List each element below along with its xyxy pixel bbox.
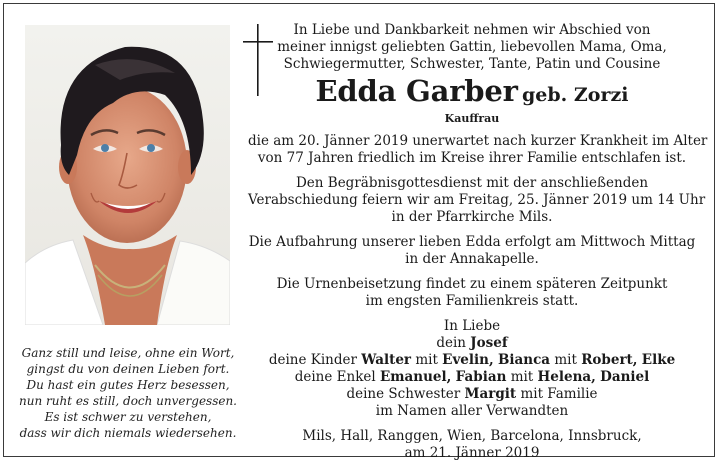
viewing-line: Die Aufbahrung unserer lieben Edda erfolgt am Mittwoch Mittag [248, 234, 696, 250]
poem-line: Ganz still und leise, ohne ein Wort, [21, 346, 235, 360]
death-line: von 77 Jahren friedlich im Kreise ihrer Familie entschlafen ist. [257, 150, 687, 166]
funeral-line: in der Pfarrkirche Mils. [391, 209, 553, 225]
death-notice [248, 133, 708, 167]
intro-line: Schwiegermutter, Schwester, Tante, Patin und Cousine [283, 56, 661, 72]
obituary-text [248, 22, 708, 462]
urn-burial [248, 276, 696, 310]
children-prefix: deine Kinder [268, 352, 357, 368]
funeral-service [248, 175, 706, 226]
grandchild-partner-name: Helena, [537, 369, 596, 385]
deceased-name: Edda Garber [315, 74, 518, 108]
portrait-illustration [25, 25, 230, 325]
with-text: mit [554, 352, 577, 368]
husband-prefix: dein [436, 335, 466, 351]
relatives-line: im Namen aller Verwandten [375, 403, 569, 419]
occupation: Kauffrau [444, 112, 500, 125]
poem-line: Du hast ein gutes Herz besessen, [26, 378, 230, 392]
funeral-line: Verabschiedung feiern wir am Freitag, 25. Jänner 2019 um 14 Uhr [248, 192, 706, 208]
child-name: Elke [641, 352, 676, 368]
child-partner-name: Robert, [581, 352, 638, 368]
urn-line: Die Urnenbeisetzung findet zu einem späteren Zeitpunkt [276, 276, 668, 292]
intro-text [248, 22, 696, 73]
place-date [248, 428, 696, 462]
date: am 21. Jänner 2019 [404, 445, 540, 461]
poem-line: nun ruht es still, doch unvergessen. [18, 394, 237, 408]
in-love: In Liebe [443, 318, 501, 334]
child-name: Walter [361, 352, 412, 368]
grandchild-name: Daniel [600, 369, 650, 385]
grandchild-name: Fabian [455, 369, 507, 385]
viewing-line: in der Annakapelle. [405, 251, 539, 267]
grandchildren-line [248, 369, 696, 386]
child-partner-name: Evelin, [442, 352, 494, 368]
poem-line: dass wir dich niemals wiedersehen. [19, 426, 237, 440]
deceased-name-row [248, 76, 696, 112]
husband-name: Josef [470, 335, 508, 351]
children-line [248, 352, 696, 369]
portrait-photo [25, 25, 230, 325]
viewing-notice [248, 234, 696, 268]
sister-suffix: mit Familie [520, 386, 598, 402]
places: Mils, Hall, Ranggen, Wien, Barcelona, Innsbruck, [302, 428, 642, 444]
birth-name: geb. Zorzi [522, 84, 629, 106]
husband-line [248, 335, 696, 352]
grandchild-name: Emanuel, [379, 369, 452, 385]
funeral-line: Den Begräbnisgottesdienst mit der anschließenden [295, 175, 649, 191]
intro-line: meiner innigst geliebten Gattin, liebevollen Mama, Oma, [277, 39, 667, 55]
with-text: mit [510, 369, 534, 385]
urn-line: im engsten Familienkreis statt. [365, 293, 579, 309]
sister-prefix: deine Schwester [346, 386, 461, 402]
sister-name: Margit [464, 386, 517, 402]
grandchildren-prefix: deine Enkel [294, 369, 376, 385]
child-name: Bianca [497, 352, 551, 368]
sister-line [248, 386, 696, 403]
mourners-list [248, 318, 696, 420]
poem-line: gingst du von deinen Lieben fort. [26, 362, 230, 376]
poem-line: Es ist schwer zu verstehen, [44, 410, 212, 424]
intro-line: In Liebe und Dankbarkeit nehmen wir Abschied von [293, 22, 651, 38]
death-line: die am 20. Jänner 2019 unerwartet nach kurzer Krankheit im Alter [248, 133, 708, 149]
with-text: mit [415, 352, 438, 368]
memorial-poem [14, 345, 242, 441]
